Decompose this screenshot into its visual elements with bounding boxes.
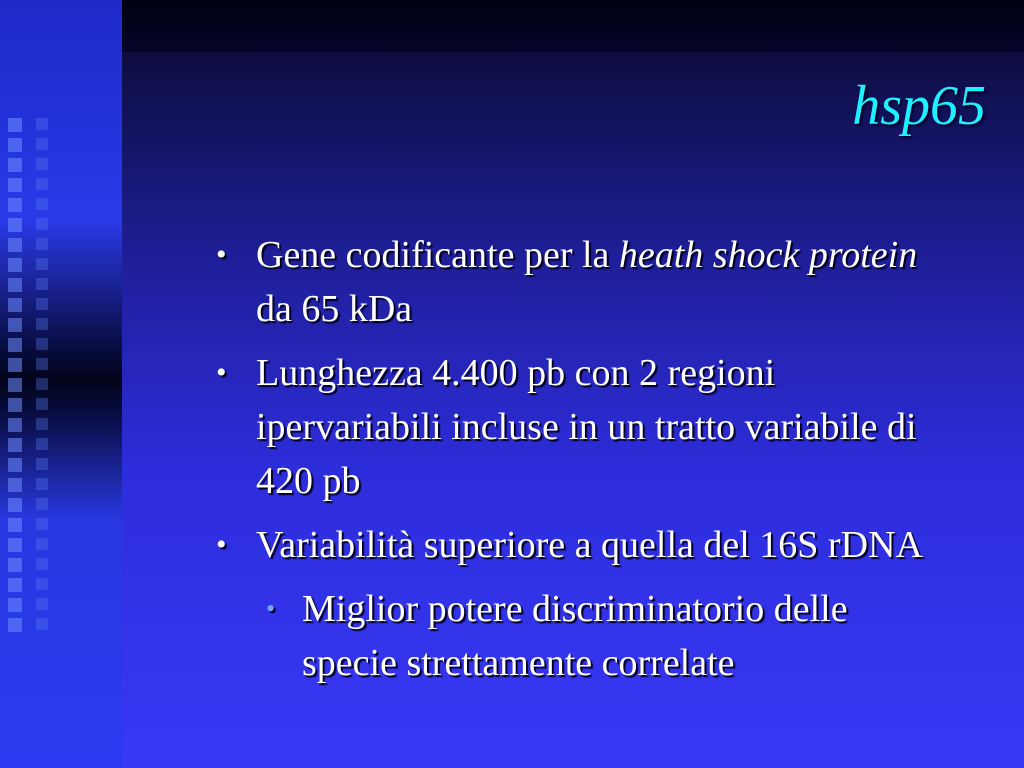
bullet-text-2: Lunghezza 4.400 pb con 2 regioni ipervariabili incluse in un tratto variabile di 420 pb xyxy=(256,352,917,502)
bullet-item-3 xyxy=(212,518,952,572)
decorative-square xyxy=(36,318,48,330)
decorative-square xyxy=(36,178,48,190)
decorative-square xyxy=(36,498,48,510)
decorative-square xyxy=(8,618,22,632)
decorative-squares xyxy=(8,118,32,638)
bullet-dot: • xyxy=(216,356,227,389)
decorative-square xyxy=(36,278,48,290)
slide-title: hsp65 xyxy=(852,75,986,137)
bullet-text-1b: heath shock protein xyxy=(618,234,918,276)
decorative-square xyxy=(36,518,48,530)
decorative-square xyxy=(8,258,22,272)
decorative-square xyxy=(36,358,48,370)
decorative-square xyxy=(36,158,48,170)
decorative-square xyxy=(8,298,22,312)
decorative-square xyxy=(8,318,22,332)
decorative-square xyxy=(36,598,48,610)
decorative-square xyxy=(36,298,48,310)
bullet-text-1a: Gene codificante per la xyxy=(256,234,619,276)
decorative-square xyxy=(8,118,22,132)
decorative-square xyxy=(36,378,48,390)
decorative-square xyxy=(8,218,22,232)
decorative-square xyxy=(8,238,22,252)
decorative-square xyxy=(8,478,22,492)
sub-bullet-dot: • xyxy=(266,594,276,623)
bullet-text-3: Variabilità superiore a quella del 16S rDNA xyxy=(256,524,923,566)
decorative-square xyxy=(36,398,48,410)
decorative-square xyxy=(8,138,22,152)
bullet-item-1 xyxy=(212,228,952,336)
bullet-dot: • xyxy=(216,238,227,271)
decorative-square xyxy=(8,558,22,572)
decorative-square xyxy=(36,338,48,350)
decorative-square xyxy=(36,238,48,250)
decorative-square xyxy=(8,498,22,512)
decorative-squares-inner xyxy=(34,118,54,638)
decorative-square xyxy=(8,378,22,392)
decorative-square xyxy=(36,478,48,490)
decorative-square xyxy=(36,618,48,630)
decorative-square xyxy=(8,338,22,352)
decorative-square xyxy=(36,458,48,470)
decorative-square xyxy=(8,438,22,452)
sub-bullet-item-1 xyxy=(212,582,952,690)
decorative-square xyxy=(8,178,22,192)
bullet-item-2 xyxy=(212,346,952,508)
decorative-square xyxy=(36,418,48,430)
decorative-square xyxy=(36,538,48,550)
decorative-square xyxy=(36,438,48,450)
decorative-square xyxy=(8,458,22,472)
decorative-square xyxy=(36,558,48,570)
decorative-square xyxy=(36,198,48,210)
decorative-square xyxy=(8,538,22,552)
decorative-square xyxy=(36,218,48,230)
decorative-square xyxy=(8,598,22,612)
decorative-square xyxy=(8,578,22,592)
bullet-dot: • xyxy=(216,528,227,561)
bullet-text-1c: da 65 kDa xyxy=(256,288,413,330)
decorative-square xyxy=(8,358,22,372)
decorative-square xyxy=(8,278,22,292)
decorative-square xyxy=(36,118,48,130)
decorative-square xyxy=(36,138,48,150)
decorative-side-strip xyxy=(0,0,122,768)
decorative-square xyxy=(36,578,48,590)
decorative-square xyxy=(8,158,22,172)
decorative-square xyxy=(8,398,22,412)
decorative-square xyxy=(8,518,22,532)
decorative-square xyxy=(8,198,22,212)
slide-content xyxy=(212,228,952,690)
decorative-square xyxy=(36,258,48,270)
decorative-square xyxy=(8,418,22,432)
top-band xyxy=(122,0,1024,52)
sub-bullet-text-1: Miglior potere discriminatorio delle specie strettamente correlate xyxy=(302,588,848,684)
